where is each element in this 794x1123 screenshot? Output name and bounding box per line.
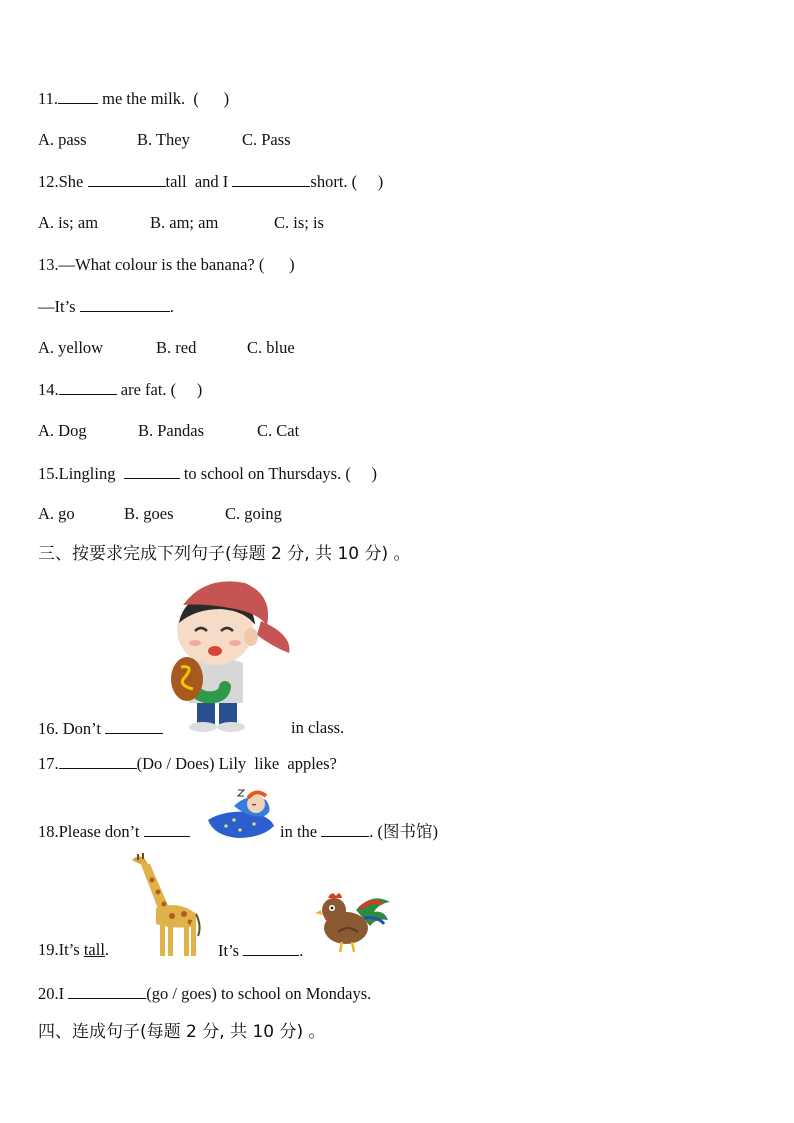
q12-option-c[interactable]: C. is; is [274,213,324,232]
q14-option-a[interactable]: A. Dog [38,421,87,440]
q12-number: 12.She [38,172,88,191]
q19-blank[interactable] [243,940,299,956]
q11-option-c[interactable]: C. Pass [242,130,291,149]
q11-option-a[interactable]: A. pass [38,130,87,149]
q15-text: to school on Thursdays. ( ) [179,464,377,483]
q13-number: 13. [38,255,59,274]
question-17 [38,753,337,774]
q12-end: short. ( ) [310,172,384,191]
question-18 [38,821,190,842]
q15-number: 15.Lingling [38,464,124,483]
q13-option-a[interactable]: A. yellow [38,338,104,357]
q12-mid: tall and I [165,172,233,191]
question-19 [38,940,109,960]
q20-text: (go / goes) to school on Mondays. [146,984,372,1003]
question-15 [38,463,377,484]
q11-option-b[interactable]: B. They [137,130,190,149]
q18-end: . (图书馆) [369,822,438,841]
q12-blank-1[interactable] [88,171,166,187]
q19-dot: . [104,940,110,959]
q18-blank-1[interactable] [144,821,190,837]
rooster-icon [312,888,392,954]
q14-blank[interactable] [59,379,117,395]
q11-text: me the milk. ( ) [98,89,230,108]
sleeping-icon [204,786,276,842]
q14-option-c[interactable]: C. Cat [257,421,300,440]
q19-its: It’s [218,941,244,960]
q13-answer-end: . [169,297,174,316]
q16-end: in class. [291,718,345,737]
q12-option-a[interactable]: A. is; am [38,213,99,232]
q12-blank-2[interactable] [232,171,310,187]
q18-tail [280,821,438,842]
q16-number: 16. Don’t [38,719,106,738]
q14-option-b[interactable]: B. Pandas [138,421,204,440]
q13-blank[interactable] [80,296,170,312]
question-11 [38,88,229,109]
q18-mid: in the [280,822,322,841]
q19-end: . [299,941,304,960]
q14-text: are fat. ( ) [116,380,203,399]
boy-eating-icon [165,575,295,735]
q15-option-a[interactable]: A. go [38,504,75,523]
q17-blank[interactable] [59,753,137,769]
question-13 [38,255,295,275]
q17-text: (Do / Does) Lily like apples? [136,754,337,773]
q15-blank[interactable] [124,463,180,479]
q13-answer-line [38,296,174,317]
q17-number: 17. [38,754,59,773]
q13-answer-prefix: —It’s [38,297,80,316]
q11-blank[interactable] [58,88,98,104]
q14-number: 14. [38,380,59,399]
q20-blank[interactable] [68,983,146,999]
q11-number: 11. [38,89,59,108]
q19-start: 19.It’s [38,940,84,959]
question-12 [38,171,383,192]
q13-text: —What colour is the banana? ( ) [58,255,295,274]
giraffe-icon [126,852,204,958]
q18-number: 18.Please don’t [38,822,144,841]
q15-option-c[interactable]: C. going [225,504,282,523]
q15-option-b[interactable]: B. goes [124,504,174,523]
q12-option-b[interactable]: B. am; am [150,213,219,232]
q13-option-c[interactable]: C. blue [247,338,295,357]
question-14 [38,379,202,400]
section-3-heading: 三、按要求完成下列句子(每题 2 分, 共 10 分) 。 [38,544,411,564]
section-4-heading: 四、连成句子(每题 2 分, 共 10 分) 。 [38,1022,326,1042]
question-20 [38,983,371,1004]
q13-option-b[interactable]: B. red [156,338,197,357]
q19-tall-word: tall [83,940,105,959]
q16-blank[interactable] [105,718,163,734]
q19-second [218,940,303,961]
q18-blank-2[interactable] [321,821,369,837]
question-16 [38,718,163,739]
q20-number: 20.I [38,984,69,1003]
